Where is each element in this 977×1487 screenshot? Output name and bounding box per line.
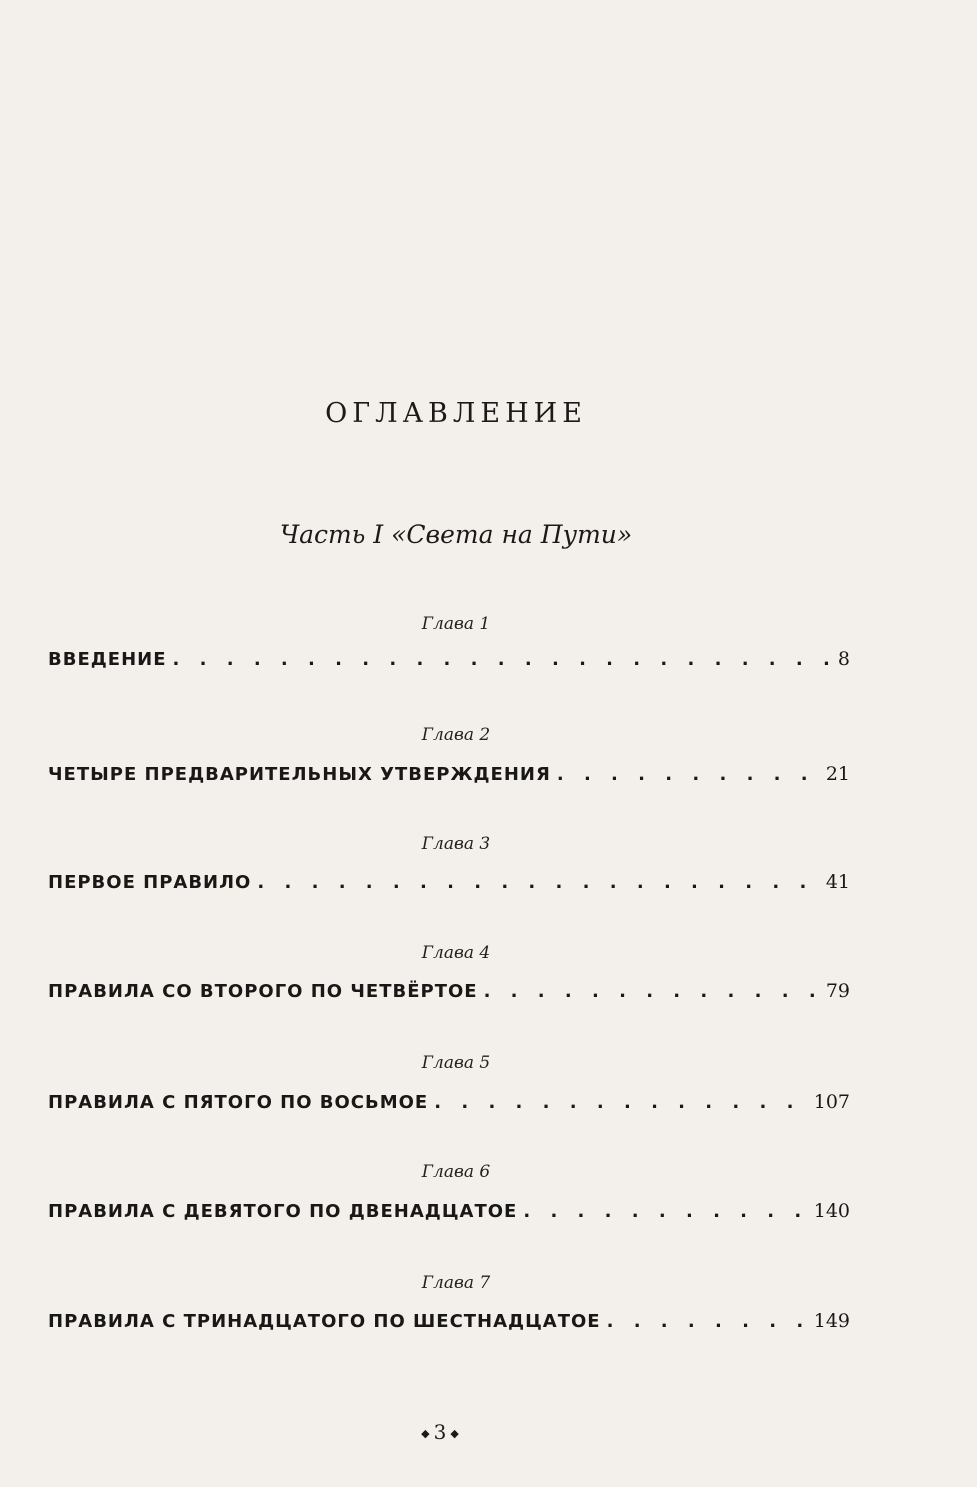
toc-entry-page: 21 [825,763,850,785]
toc-entry-title: ВВЕДЕНИЕ [48,649,167,670]
dot-leader [434,1092,808,1113]
chapter-label: Глава 6 [421,1162,491,1182]
toc-entry[interactable] [48,648,850,670]
dot-leader [257,872,819,893]
toc-entry-title: ПРАВИЛА С ДЕВЯТОГО ПО ДВЕНАДЦАТОЕ [48,1201,518,1222]
part-title: Часть I «Света на Пути» [279,520,633,549]
chapter-label: Глава 1 [421,614,491,634]
toc-entry[interactable] [48,763,850,785]
toc-entry-title: ЧЕТЫРЕ ПРЕДВАРИТЕЛЬНЫХ УТВЕРЖДЕНИЯ [48,764,551,785]
toc-entry-page: 107 [813,1091,850,1113]
dot-leader [557,764,820,785]
dot-leader [484,981,820,1002]
toc-entry-page: 140 [813,1200,850,1222]
page-number-value: 3 [433,1420,447,1444]
page-title: ОГЛАВЛЕНИЕ [325,398,587,429]
diamond-icon: ◆ [421,1427,430,1440]
dot-leader [173,649,832,670]
toc-entry[interactable] [48,871,850,893]
toc-entry-page: 41 [825,871,850,893]
toc-entry[interactable] [48,1091,850,1113]
toc-entry[interactable] [48,980,850,1002]
toc-entry-title: ПРАВИЛА С ТРИНАДЦАТОГО ПО ШЕСТНАДЦАТОЕ [48,1311,601,1332]
chapter-label: Глава 7 [421,1273,491,1293]
chapter-label: Глава 5 [421,1053,491,1073]
chapter-label: Глава 3 [421,834,491,854]
toc-entry-title: ПРАВИЛА СО ВТОРОГО ПО ЧЕТВЁРТОЕ [48,981,478,1002]
dot-leader [523,1201,807,1222]
toc-entry-title: ПРАВИЛА С ПЯТОГО ПО ВОСЬМОЕ [48,1092,429,1113]
diamond-icon: ◆ [450,1427,459,1440]
chapter-label: Глава 2 [421,725,491,745]
toc-entry-page: 8 [837,648,850,670]
toc-entry[interactable] [48,1310,850,1332]
page-number [0,1420,880,1444]
toc-entry-page: 79 [825,980,850,1002]
toc-entry-page: 149 [813,1310,850,1332]
toc-entry[interactable] [48,1200,850,1222]
toc-entry-title: ПЕРВОЕ ПРАВИЛО [48,872,252,893]
dot-leader [607,1311,808,1332]
chapter-label: Глава 4 [421,943,491,963]
